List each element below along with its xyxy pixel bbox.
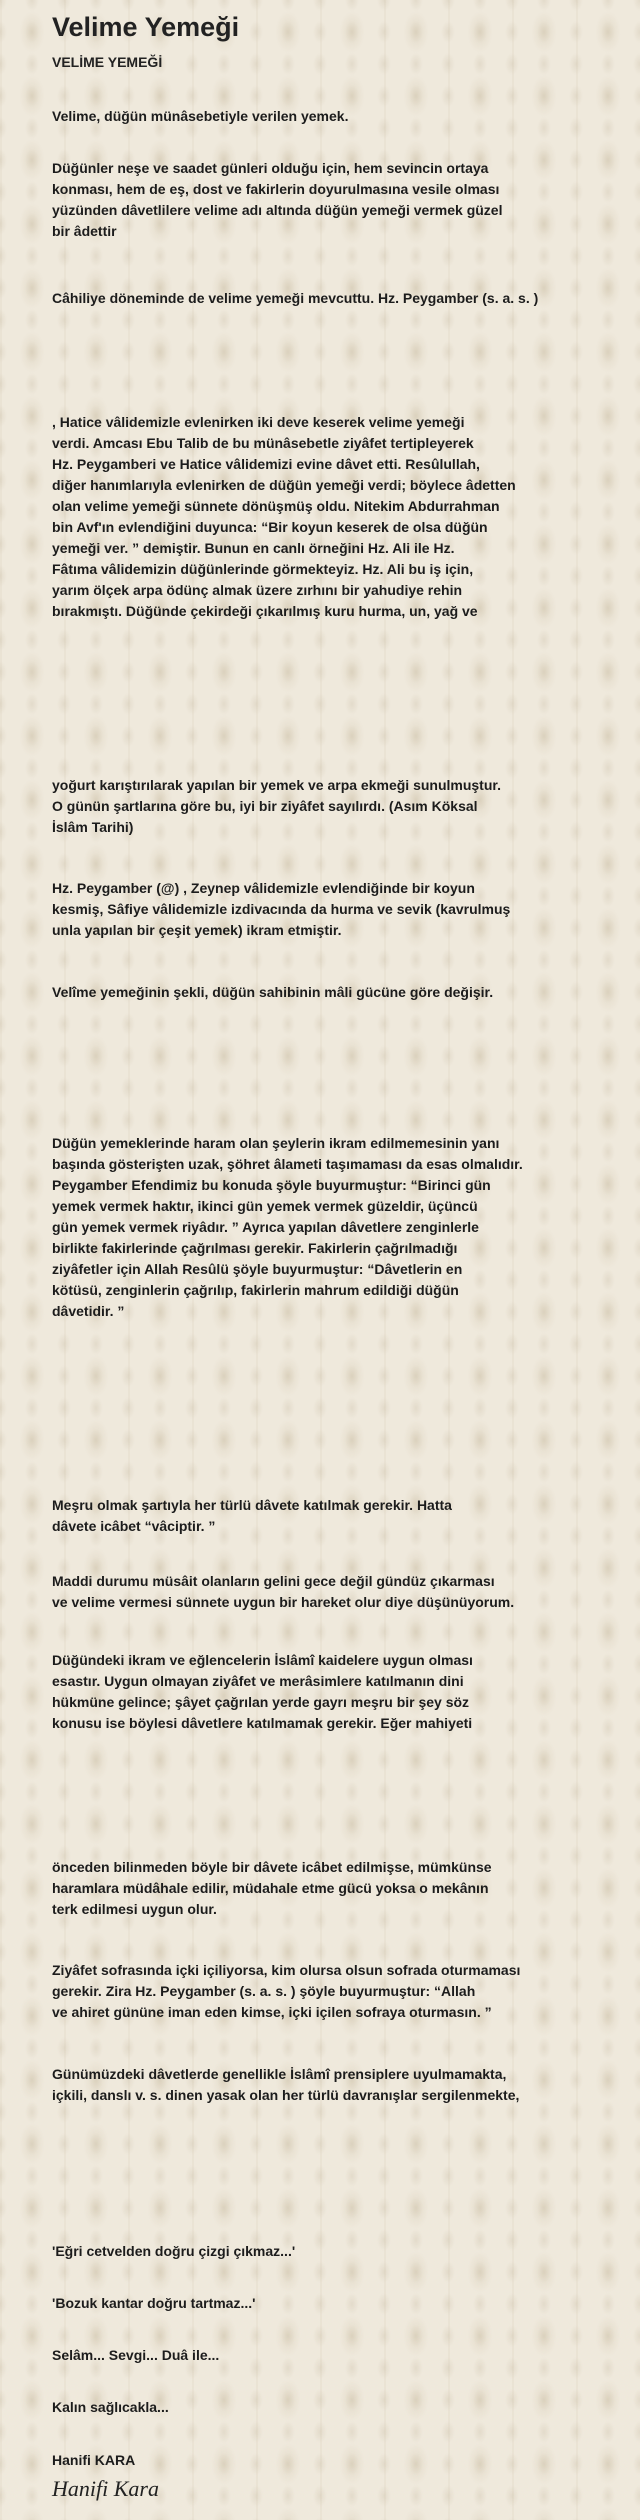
author-name: Hanifi KARA [52,2452,136,2468]
paragraph: yoğurt karıştırılarak yapılan bir yemek ve arpa ekmeği sunulmuştur. O günün şartlarına göre bu, iyi bir ziyâfet sayılırdı. (Asım Köksal İslâm Tarihi) [52,777,501,835]
quote-line: 'Eğri cetvelden doğru çizgi çıkmaz...' [52,2243,296,2259]
page-title: Velime Yemeği [52,12,240,42]
quote-line: 'Bozuk kantar doğru tartmaz...' [52,2295,256,2311]
paragraph: Câhiliye döneminde de velime yemeği mevcuttu. Hz. Peygamber (s. a. s. ) [52,290,539,306]
paragraph: Hz. Peygamber (@) , Zeynep vâlidemizle evlendiğinde bir koyun kesmiş, Sâfiye vâlidemizle izdivacında da hurma ve sevik (kavrulmuş unla yapılan bir çeşit yemek) ikram etmiştir. [52,880,511,938]
paragraph: Düğünler neşe ve saadet günleri olduğu için, hem sevincin ortaya konması, hem de eş, dost ve fakirlerin doyurulmasına vesile olması yüzünden dâvetlilere velime adı altında düğün yemeği vermek güzel bir âdettir [52,160,503,239]
paragraph: Düğün yemeklerinde haram olan şeylerin ikram edilmemesinin yanı başında gösterişten uzak, şöhret âlameti taşımaması da esas olmalıdır. Peygamber Efendimiz bu konuda şöyle buyurmuştur: “Birinci gün yemek vermek haktır, ikinci gün yemek vermek güzeldir, üçüncü gün yemek vermek riyâdır. ” Ayrıca yapılan dâvetlere zenginlerle birlikte fakirlerinde çağrılması gerekir. Fakirlerin çağrılmadığı ziyâfetler için Allah Resûlü şöyle buyurmuştur: “Dâvetlerin en kötüsü, zenginlerin çağrılıp, fakirlerin mahrum edildiği düğün dâvetidir. ” [52,1135,523,1319]
paragraph: Ziyâfet sofrasında içki içiliyorsa, kim olursa olsun sofrada oturmaması gerekir. Zira Hz. Peygamber (s. a. s. ) şöyle buyurmuştur: “Allah ve ahiret gününe iman eden kimse, içki içilen sofraya oturmasın. ” [52,1962,521,2020]
paragraph: Velîme yemeğinin şekli, düğün sahibinin mâli gücüne göre değişir. [52,984,494,1000]
paragraph: Düğündeki ikram ve eğlencelerin İslâmî kaidelere uygun olması esastır. Uygun olmayan ziyâfet ve merâsimlere katılmanın dini hükmüne gelince; şâyet çağrılan yerde gayrı meşru bir şey söz konusu ise böylesi dâvetlere katılmamak gerekir. Eğer mahiyeti [52,1652,473,1731]
paragraph: Velime, düğün münâsebetiyle verilen yemek. [52,108,349,124]
closing-line: Kalın sağlıcakla... [52,2399,169,2415]
paragraph: önceden bilinmeden böyle bir dâvete icâbet edilmişse, mümkünse haramlara müdâhale edilir, müdahale etme gücü yoksa o mekânın terk edilmesi uygun olur. [52,1859,492,1917]
paragraph: Günümüzdeki dâvetlerde genellikle İslâmî prensiplere uyulmamakta, içkili, danslı v. s. dinen yasak olan her türlü davranışlar sergilenmekte, [52,2066,520,2103]
article-heading: VELİME YEMEĞİ [52,54,163,70]
paragraph: , Hatice vâlidemizle evlenirken iki deve keserek velime yemeği verdi. Amcası Ebu Talib de bu münâsebetle ziyâfet tertipleyerek Hz. Peygamberi ve Hatice vâlidemizi evine dâvet etti. Resûlullah, diğer hanımlarıyla evlenirken de düğün yemeği verdi; böylece âdetten olan velime yemeği sünnete dönüşmüş oldu. Nitekim Abdurrahman bin Avf'ın evlendiğini duyunca: “Bir koyun keserek de olsa düğün yemeği ver. ” demiştir. Bunun en canlı örneğini Hz. Ali ile Hz. Fâtıma vâlidemizin düğünlerinde görmekteyiz. Hz. Ali bu iş için, yarım ölçek arpa ödünç almak üzere zırhını bir yahudiye rehin bırakmıştı. Düğünde çekirdeği çıkarılmış kuru hurma, un, yağ ve [52,414,516,619]
author-signature: Hanifi Kara [52,2476,159,2501]
paragraph: Maddi durumu müsâit olanların gelini gece değil gündüz çıkarması ve velime vermesi sünnete uygun bir hareket olur diye düşünüyorum. [52,1573,515,1610]
paragraph: Meşru olmak şartıyla her türlü dâvete katılmak gerekir. Hatta dâvete icâbet “vâciptir. ” [52,1497,452,1534]
closing-line: Selâm... Sevgi... Duâ ile... [52,2347,220,2363]
